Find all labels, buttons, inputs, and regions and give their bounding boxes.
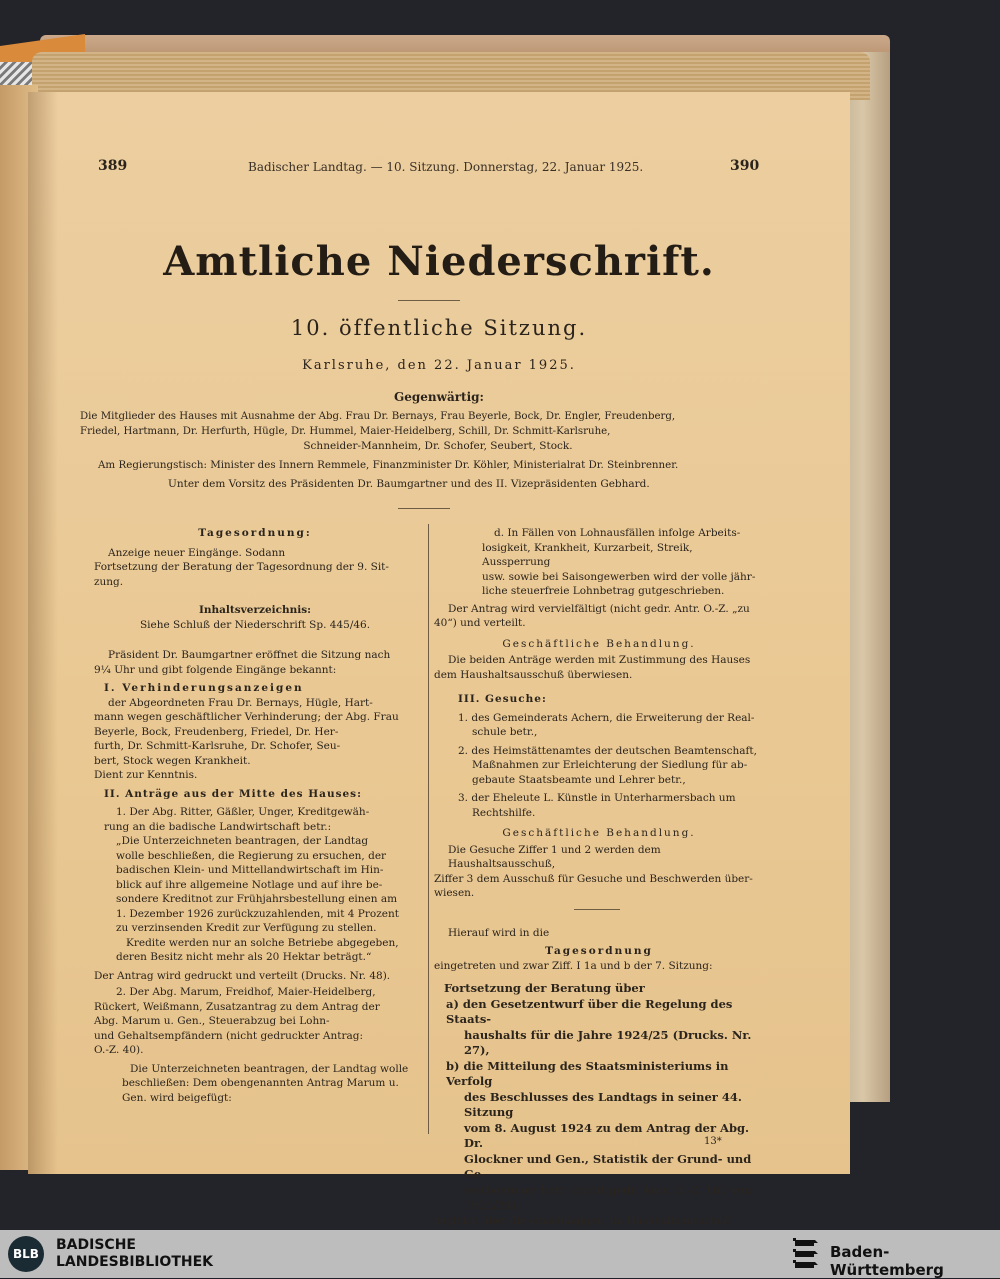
petition-line: Rechtshilfe. [472,806,536,819]
contents-line: Siehe Schluß der Niederschrift Sp. 445/46. [139,618,371,631]
quote-line: deren Besitz nicht mehr als 20 Hektar beträgt.“ [116,951,372,963]
agenda-line: zung. [94,575,124,588]
petition-line: gebaute Staatsbeamte und Lehrer betr., [472,773,686,786]
section1-line: Beyerle, Bock, Freudenberg, Friedel, Dr. Her- [94,725,339,738]
item-b-line: 1923/24), [464,1198,520,1212]
present-line: Schneider-Mannheim, Dr. Schofer, Seubert, Stock. [303,440,573,452]
document-page [28,92,850,1227]
library-name[interactable] [56,1237,213,1271]
d-line: d. In Fällen von Lohnausfällen infolge Arbeits- [494,527,741,539]
divider [398,300,460,301]
item2-line: und Gehaltsempfändern (nicht gedruckter Antrag: [94,1029,364,1042]
section1-line: bert, Stock wegen Krankheit. [94,754,251,767]
copied-line: Der Antrag wird vervielfältigt (nicht gedr. Antr. O.-Z. „zu [448,602,750,615]
treatment-line: Die beiden Anträge werden mit Zustimmung des Hauses [448,654,751,666]
closing-line: zugleich über die einschlägigen, im Haushaltsausschuß [434,1214,731,1227]
document-title: Amtliche Niederschrift. [163,238,715,285]
page-gutter-shadow [28,92,58,1174]
petitions-heading: III. Gesuche: [458,693,547,705]
then-line: Hierauf wird in die [448,926,550,939]
petition-line: 3. der Eheleute L. Künstle in Unterharmersbach um [458,792,736,804]
signature-mark: 13* [704,1136,722,1147]
book-cover-edge [845,52,890,1102]
left-column [94,526,416,1105]
right-column [434,526,764,1257]
petition-line: 2. des Heimstättenamtes der deutschen Beamtenschaft, [458,744,757,757]
present-line: Die Mitglieder des Hauses mit Ausnahme der Abg. Frau Dr. Bernays, Frau Beyerle, Bock, Dr. Engler, Freudenberg, [80,411,676,422]
section2-heading: II. Anträge aus der Mitte des Hauses: [104,787,362,800]
treatment-line: dem Haushaltsausschuß überwiesen. [434,668,633,681]
treatment-heading: Geschäftliche Behandlung. [502,827,696,839]
section1-line: furth, Dr. Schmitt-Karlsruhe, Dr. Schofer, Seu- [94,740,341,752]
state-name[interactable]: Baden-Württemberg [830,1243,944,1279]
quote-line: Kredite werden nur an solche Betriebe abgegeben, [126,936,399,949]
petition-item [434,711,764,740]
d-line: losigkeit, Krankheit, Kurzarbeit, Streik, Aussperrung [482,541,693,568]
section1-line: Dient zur Kenntnis. [94,769,198,781]
item2-tail-line: beschließen: Dem obengenannten Antrag Marum u. [122,1077,399,1089]
item-a-line: a) den Gesetzentwurf über die Regelung des Staats- [446,996,733,1026]
d-line: liche steuerfreie Lohnbetrag gutgeschrieben. [482,585,725,597]
present-list [80,410,796,454]
section1-line: der Abgeordneten Frau Dr. Bernays, Hügle, Hart- [108,696,373,709]
item2-line: 2. Der Abg. Marum, Freidhof, Maier-Heidelberg, [116,986,376,998]
session-title: 10. öffentliche Sitzung. [290,316,588,340]
agenda-heading: Tagesordnung: [198,527,312,539]
treatment-heading: Geschäftliche Behandlung. [502,637,696,650]
present-heading: Gegenwärtig: [394,390,484,404]
running-header: Badischer Landtag. — 10. Sitzung. Donnerstag, 22. Januar 1925. [248,160,644,174]
divider [574,909,620,910]
item-b-line: werbesteuer betr. (nicht gedr. Antr. O.-Z. 161 von [464,1182,752,1197]
quote-line: badischen Klein- und Mittellandwirtschaft im Hin- [116,864,384,876]
item2-tail-line: Die Unterzeichneten beantragen, der Landtag wolle [130,1062,409,1075]
d-line: usw. sowie bei Saisongewerben wird der volle jähr- [482,570,756,583]
petition-line: 1. des Gemeinderats Achern, die Erweiterung der Real- [458,711,755,724]
present-line: Friedel, Hartmann, Dr. Herfurth, Hügle, Dr. Hummel, Maier-Heidelberg, Schill, Dr. Schmitt-Karlsruhe, [80,425,611,437]
item-b-line: vom 8. August 1924 zu dem Antrag der Abg. Dr. [464,1120,750,1150]
item-b-line: des Beschlusses des Landtags in seiner 44. Sitzung [464,1089,742,1119]
item-a [434,997,764,1059]
agenda-line: Anzeige neuer Eingänge. Sodann [108,546,286,559]
item-b-line: Glockner und Gen., Statistik der Grund- und Ge- [464,1151,752,1181]
blb-logo-icon[interactable]: BLB [8,1236,44,1272]
quote-line: wolle beschließen, die Regierung zu ersuchen, der [116,849,387,862]
treatment-line: wiesen. [434,887,475,899]
item-b-line: b) die Mitteilung des Staatsministeriums in Verfolg [446,1058,729,1088]
library-name-line: BADISCHE [56,1237,136,1253]
opening-line: Präsident Dr. Baumgartner eröffnet die Sitzung nach [108,649,391,661]
divider [398,508,450,509]
quote-line: zu verzinsenden Kredit zur Verfügung zu stellen. [116,922,377,934]
petition-item [434,791,764,820]
item2-line: O.-Z. 40). [94,1044,144,1056]
quote-line: blick auf ihre allgemeine Notlage und auf ihre be- [116,878,383,891]
item2-tail-line: Gen. wird beigefügt: [122,1091,232,1104]
place-date: Karlsruhe, den 22. Januar 1925. [302,358,576,373]
agenda-line: Fortsetzung der Beratung der Tagesordnung der 9. Sit- [94,561,389,573]
item2-line: Abg. Marum u. Gen., Steuerabzug bei Lohn- [94,1015,330,1027]
quote-line: „Die Unterzeichneten beantragen, der Landtag [116,835,369,847]
petition-line: Maßnahmen zur Erleichterung der Siedlung für ab- [472,759,748,771]
government-line: Am Regierungstisch: Minister des Innern Remmele, Finanzminister Dr. Köhler, Ministerialrat Dr. Steinbrenner. [98,459,679,471]
column-divider [428,524,429,1134]
quote-line: sondere Kreditnot zur Frühjahrsbestellung einen am [116,893,398,905]
opening-line: 9¼ Uhr und gibt folgende Eingänge bekannt: [94,663,337,676]
quote-line: 1. Dezember 1926 zurückzuzahlenden, mit 4 Prozent [116,907,399,920]
contents-heading: Inhaltsverzeichnis: [198,604,312,616]
item1-line: 1. Der Abg. Ritter, Gäßler, Unger, Kreditgewäh- [116,806,370,818]
petition-line: schule betr., [472,726,538,738]
page-number-right: 390 [730,158,760,174]
section1-heading: I. Verhinderungsanzeigen [104,682,304,694]
page-number-left: 389 [98,158,128,174]
treatment-line: Die Gesuche Ziffer 1 und 2 werden dem Haushaltsausschuß, [448,843,661,870]
section1-line: mann wegen geschäftlicher Verhinderung; der Abg. Frau [94,711,399,723]
lions-coat-of-arms-icon[interactable] [792,1236,822,1272]
entered-line: eingetreten und zwar Ziff. I 1a und b der 7. Sitzung: [434,959,713,972]
treatment-line: Ziffer 3 dem Ausschuß für Gesuche und Beschwerden über- [434,872,753,885]
item1-line: rung an die badische Landwirtschaft betr.: [104,820,332,833]
item2-line: Rückert, Weißmann, Zusatzantrag zu dem Antrag der [94,1000,380,1013]
agenda-word: Tagesordnung [545,945,653,957]
petition-item [434,744,764,788]
footer-bar [0,1230,1000,1278]
copied-line: 40“) und verteilt. [434,617,526,629]
continuation-heading: Fortsetzung der Beratung über [444,981,645,995]
printed-line: Der Antrag wird gedruckt und verteilt (Drucks. Nr. 48). [94,969,391,982]
item-a-line: haushalts für die Jahre 1924/25 (Drucks. Nr. 27), [464,1027,752,1057]
chair-line: Unter dem Vorsitz des Präsidenten Dr. Baumgartner und des II. Vizepräsidenten Gebhard. [168,478,650,490]
library-name-line: LANDESBIBLIOTHEK [56,1254,214,1270]
quote-block [94,834,416,965]
